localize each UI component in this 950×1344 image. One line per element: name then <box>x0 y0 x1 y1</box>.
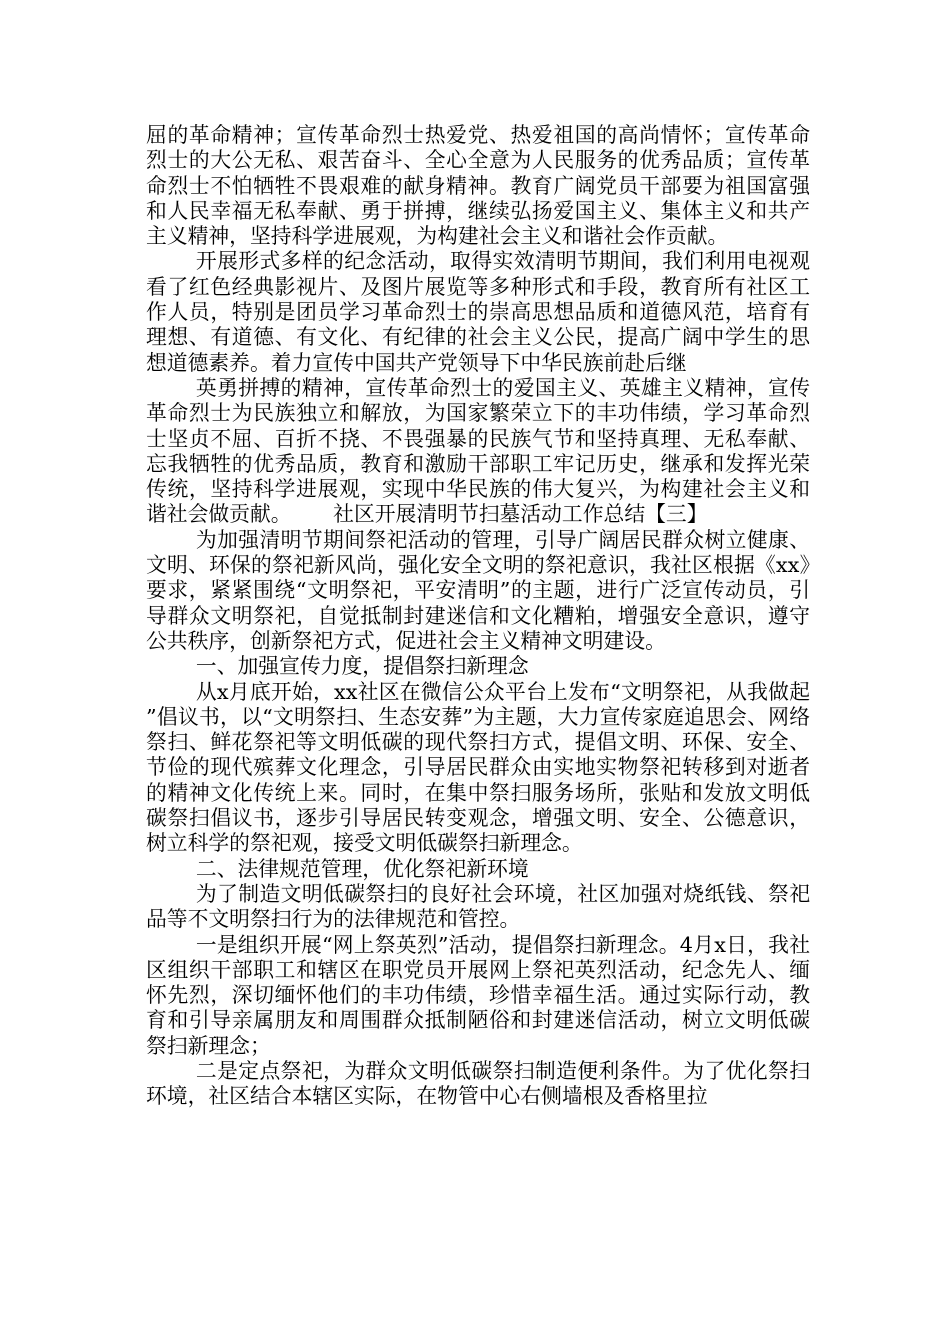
section-heading-3: 社区开展清明节扫墓活动工作总结【三】 <box>333 502 708 527</box>
paragraph-6: 为了制造文明低碳祭扫的良好社会环境，社区加强对烧纸钱、祭祀品等不文明祭扫行为的法律规范和管控。 <box>146 881 810 932</box>
section-heading-1: 一、加强宣传力度，提倡祭扫新理念 <box>195 654 529 679</box>
paragraph-2: 开展形式多样的纪念活动，取得实效清明节期间，我们利用电视观看了红色经典影视片、及图片展览等多种形式和手段，教育所有社区工作人员，特别是团员学习革命烈士的崇高思想品质和道德风范，培育有理想、有道德、有文化、有纪律的社会主义公民，提高广阔中学生的思想道德素养。着力宣传中国共产党领导下中华民族前赴后继 <box>146 249 810 375</box>
paragraph-3 <box>146 376 810 528</box>
section-heading-2: 二、法律规范管理，优化祭祀新环境 <box>195 856 529 881</box>
document-page <box>146 123 810 1110</box>
paragraph-4: 为加强清明节期间祭祀活动的管理，引导广阔居民群众树立健康、文明、环保的祭祀新风尚，强化安全文明的祭祀意识，我社区根据《xx》要求，紧紧围绕“文明祭祀，平安清明”的主题，进行广泛宣传动员，引导群众文明祭祀，自觉抵制封建迷信和文化糟粕，增强安全意识，遵守公共秩序，创新祭祀方式，促进社会主义精神文明建设。 <box>146 527 810 653</box>
paragraph-8: 二是定点祭祀，为群众文明低碳祭扫制造便利条件。为了优化祭扫环境，社区结合本辖区实际，在物管中心右侧墙根及香格里拉 <box>146 1058 810 1109</box>
paragraph-7: 一是组织开展“网上祭英烈”活动，提倡祭扫新理念。4月x日，我社区组织干部职工和辖区在职党员开展网上祭祀英烈活动，纪念先人、缅怀先烈，深切缅怀他们的丰功伟绩，珍惜幸福生活。通过实际行动，教育和引导亲属朋友和周围群众抵制陋俗和封建迷信活动，树立文明低碳祭扫新理念； <box>146 932 810 1058</box>
paragraph-5: 从x月底开始，xx社区在微信公众平台上发布“文明祭祀，从我做起”倡议书，以“文明祭扫、生态安葬”为主题，大力宣传家庭追思会、网络祭扫、鲜花祭祀等文明低碳的现代祭扫方式，提倡文明、环保、安全、节俭的现代殡葬文化理念，引导居民群众由实地实物祭祀转移到对逝者的精神文化传统上来。同时，在集中祭扫服务场所，张贴和发放文明低碳祭扫倡议书，逐步引导居民转变观念，增强文明、安全、公德意识，树立科学的祭祀观，接受文明低碳祭扫新理念。 <box>146 679 810 856</box>
paragraph-1: 屈的革命精神；宣传革命烈士热爱党、热爱祖国的高尚情怀；宣传革命烈士的大公无私、艰苦奋斗、全心全意为人民服务的优秀品质；宣传革命烈士不怕牺牲不畏艰难的献身精神。教育广阔党员干部要为祖国富强和人民幸福无私奉献、勇于拼搏，继续弘扬爱国主义、集体主义和共产主义精神，坚持科学进展观，为构建社会主义和谐社会作贡献。 <box>146 123 810 249</box>
paragraph-3-body: 英勇拼搏的精神，宣传革命烈士的爱国主义、英雄主义精神，宣传革命烈士为民族独立和解放，为国家繁荣立下的丰功伟绩，学习革命烈士坚贞不屈、百折不挠、不畏强暴的民族气节和坚持真理、无私奉献、忘我牺牲的优秀品质，教育和激励干部职工牢记历史，继承和发挥光荣传统，坚持科学进展观，实现中华民族的伟大复兴，为构建社会主义和谐社会做贡献。 <box>146 375 810 527</box>
